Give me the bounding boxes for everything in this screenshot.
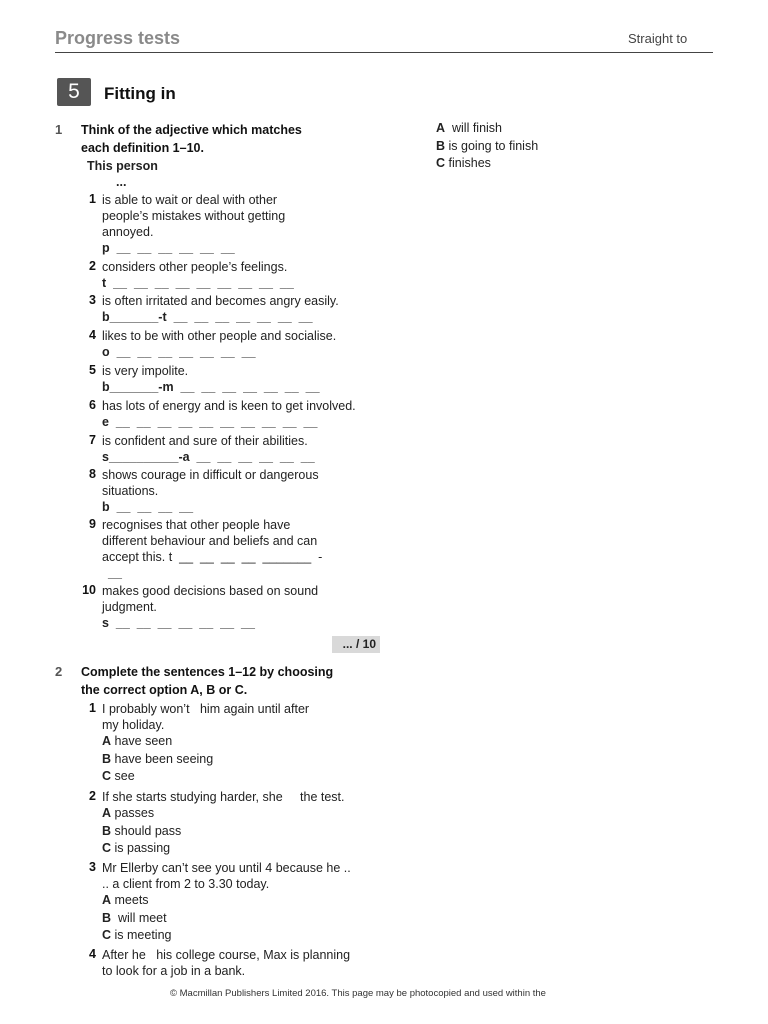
sentence-line: to look for a job in a bank. bbox=[102, 964, 246, 978]
item-number: 6 bbox=[89, 398, 96, 412]
header-divider bbox=[55, 52, 713, 53]
definition-line: accept this. t __ __ __ __ _______ - bbox=[102, 550, 323, 564]
sentence-line: .. a client from 2 to 3.30 today. bbox=[102, 877, 270, 891]
question-1-lead-dots: ... bbox=[116, 175, 127, 189]
instruction-line: Think of the adjective which matches bbox=[81, 123, 302, 137]
item-number: 1 bbox=[89, 192, 96, 206]
sentence-item bbox=[102, 701, 309, 786]
definition-line: people’s mistakes without getting bbox=[102, 209, 286, 223]
definition-line: recognises that other people have bbox=[102, 518, 291, 532]
header-title: Progress tests bbox=[55, 28, 181, 48]
instruction-line: each definition 1–10. bbox=[81, 141, 204, 155]
item-number: 7 bbox=[89, 433, 96, 447]
definition-line: makes good decisions based on sound bbox=[102, 584, 319, 598]
definition-item bbox=[102, 363, 320, 395]
right-column-options bbox=[436, 120, 538, 173]
definition-item bbox=[102, 517, 322, 581]
item-number: 1 bbox=[89, 701, 96, 715]
sentence-line: Mr Ellerby can’t see you until 4 because he .. bbox=[102, 861, 351, 875]
item-number: 8 bbox=[89, 467, 96, 481]
question-1-number: 1 bbox=[55, 122, 63, 137]
answer-blanks[interactable]: p __ __ __ __ __ __ bbox=[102, 241, 235, 255]
definition-line: judgment. bbox=[102, 600, 157, 614]
answer-blanks[interactable]: s__________-a __ __ __ __ __ __ bbox=[102, 450, 315, 464]
answer-blanks[interactable]: b_______-t __ __ __ __ __ __ __ bbox=[102, 310, 313, 324]
sentence-item bbox=[102, 789, 345, 858]
definition-line: is confident and sure of their abilities. bbox=[102, 434, 308, 448]
question-1-instruction bbox=[81, 121, 302, 157]
answer-blanks[interactable]: s __ __ __ __ __ __ __ bbox=[102, 616, 255, 630]
answer-blanks[interactable]: b __ __ __ __ bbox=[102, 500, 194, 514]
definition-line: likes to be with other people and socialise. bbox=[102, 329, 337, 343]
option-c[interactable]: C finishes bbox=[436, 156, 491, 170]
sentence-line: If she starts studying harder, she the test. bbox=[102, 790, 345, 804]
definition-line: is able to wait or deal with other bbox=[102, 193, 278, 207]
item-number: 3 bbox=[89, 293, 96, 307]
sentence-item bbox=[102, 947, 350, 979]
score-box: ... / 10 bbox=[332, 636, 380, 653]
definition-line: considers other people’s feelings. bbox=[102, 260, 288, 274]
item-number: 9 bbox=[89, 517, 96, 531]
instruction-line: the correct option A, B or C. bbox=[81, 683, 248, 697]
definition-line: is very impolite. bbox=[102, 364, 189, 378]
copyright-footer: © Macmillan Publishers Limited 2016. This page may be photocopied and used within the bbox=[170, 988, 546, 999]
definition-item bbox=[102, 583, 318, 631]
definition-item bbox=[102, 192, 285, 256]
option-b[interactable]: B is going to finish bbox=[436, 138, 539, 153]
option-a[interactable]: A passes bbox=[102, 806, 155, 820]
sentence-line: my holiday. bbox=[102, 718, 165, 732]
instruction-line: Complete the sentences 1–12 by choosing bbox=[81, 665, 334, 679]
definition-line: shows courage in difficult or dangerous bbox=[102, 468, 319, 482]
item-number: 10 bbox=[82, 583, 96, 597]
option-b[interactable]: B should pass bbox=[102, 823, 182, 838]
answer-blanks[interactable]: t __ __ __ __ __ __ __ __ __ bbox=[102, 276, 294, 290]
item-number: 5 bbox=[89, 363, 96, 377]
question-2-instruction bbox=[81, 663, 333, 699]
sentence-line: After he his college course, Max is planning bbox=[102, 948, 351, 962]
option-a[interactable]: A have seen bbox=[102, 734, 173, 748]
item-number: 4 bbox=[89, 328, 96, 342]
unit-title: Fitting in bbox=[104, 84, 176, 103]
answer-blanks[interactable]: e __ __ __ __ __ __ __ __ __ __ bbox=[102, 415, 318, 429]
option-b[interactable]: B have been seeing bbox=[102, 751, 214, 766]
definition-line: different behaviour and beliefs and can bbox=[102, 534, 318, 548]
definition-item bbox=[102, 328, 336, 360]
definition-item bbox=[102, 398, 356, 430]
definition-line: situations. bbox=[102, 484, 159, 498]
item-number: 4 bbox=[89, 947, 96, 961]
option-c[interactable]: C is passing bbox=[102, 841, 171, 855]
definition-item bbox=[102, 467, 319, 515]
option-b[interactable]: B will meet bbox=[102, 910, 167, 925]
sentence-item bbox=[102, 860, 351, 945]
question-2-number: 2 bbox=[55, 664, 63, 679]
definition-line: annoyed. bbox=[102, 225, 154, 239]
definition-item bbox=[102, 293, 339, 325]
item-number: 3 bbox=[89, 860, 96, 874]
option-c[interactable]: C see bbox=[102, 769, 135, 783]
option-c[interactable]: C is meeting bbox=[102, 928, 172, 942]
item-number: 2 bbox=[89, 259, 96, 273]
option-a[interactable]: A will finish bbox=[436, 121, 503, 135]
item-number: 2 bbox=[89, 789, 96, 803]
option-a[interactable]: A meets bbox=[102, 893, 149, 907]
definition-item bbox=[102, 259, 294, 291]
answer-blanks[interactable]: o __ __ __ __ __ __ __ bbox=[102, 345, 256, 359]
sentence-line: I probably won’t him again until after bbox=[102, 702, 310, 716]
unit-number-badge: 5 bbox=[57, 78, 91, 106]
header-right-text: Straight to bbox=[628, 31, 688, 46]
answer-blanks[interactable]: b_______-m __ __ __ __ __ __ __ bbox=[102, 380, 320, 394]
definition-line: is often irritated and becomes angry easily. bbox=[102, 294, 339, 308]
question-1-lead: This person bbox=[87, 159, 158, 173]
answer-blanks[interactable]: __ bbox=[108, 566, 122, 580]
definition-item bbox=[102, 433, 315, 465]
definition-line: has lots of energy and is keen to get involved. bbox=[102, 399, 356, 413]
